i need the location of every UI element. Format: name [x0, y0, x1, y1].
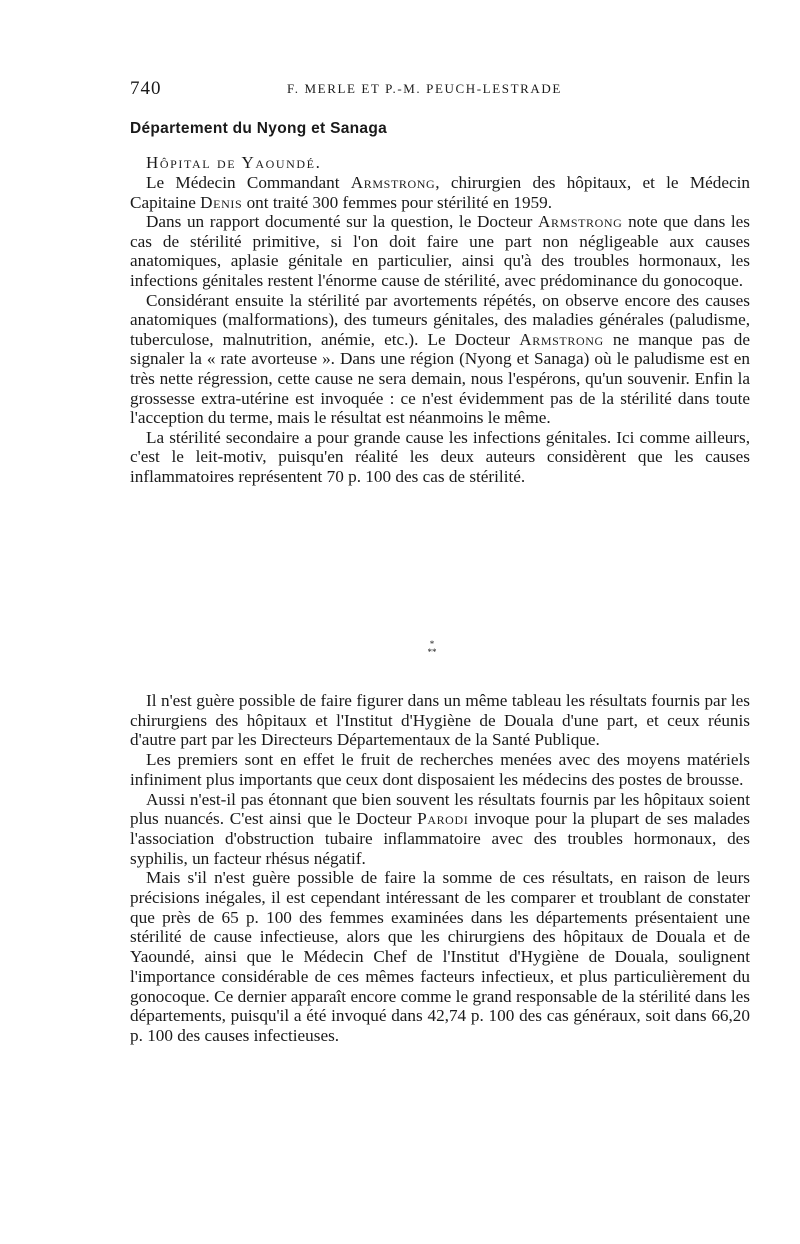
author-name: Armstrong [350, 173, 436, 192]
paragraph: Considérant ensuite la stérilité par avortements répétés, on observe encore des causes anatomiques (malformations), des tumeurs génitales, des maladies générales (paludisme, tuberculose, malnutrition, anémie, etc.). Le Docteur Armstrong ne manque pas de signaler la « rate avorteuse ». Dans une région (Nyong et Sanaga) où le paludisme est en très nette régression, cette cause ne sera demain, nous l'espérons, qu'un souvenir. Enfin la grossesse extra-utérine est invoquée : ce n'est évidemment pas de la stérilité dans toute l'acception du terme, mais le résultat est néanmoins le même. [130, 290, 751, 428]
paragraph: Mais s'il n'est guère possible de faire la somme de ces résultats, en raison de leurs précisions inégales, il est cependant intéressant de les comparer et troublant de constater que près de 65 p. 100 des femmes examinées dans les départements présentaient une stérilité de cause infectieuse, alors que les chirurgiens des hôpitaux de Douala et de Yaoundé, ainsi que le Médecin Chef de l'Institut d'Hygiène de Douala, soulignent l'importance considérable de ces mêmes facteurs infectieux, et plus particulièrement du gonocoque. Ce dernier apparaît encore comme le grand responsable de la stérilité dans les départements, puisqu'il a été invoqué dans 42,74 p. 100 des cas généraux, soit dans 66,20 p. 100 des causes infectieuses. [130, 868, 750, 1045]
paragraph: La stérilité secondaire a pour grande cause les infections génitales. Ici comme ailleurs, c'est le leit-motiv, puisqu'en réalité les deux auteurs considèrent que les causes inflammatoires représentent 70 p. 100 des cas de stérilité. [130, 427, 750, 486]
hospital-heading: Hôpital de Yaoundé. [146, 153, 322, 172]
author-name: Parodi [417, 809, 469, 829]
author-name: Armstrong [537, 212, 623, 232]
running-title: F. MERLE ET P.-M. PEUCH-LESTRADE [287, 81, 562, 96]
paragraph: Il n'est guère possible de faire figurer dans un même tableau les résultats fournis par les chirurgiens des hôpitaux et l'Institut d'Hygiène de Douala d'une part, et ceux réunis d'autre part par les Directeurs Départementaux de la Santé Publique. [130, 691, 750, 750]
asterism-divider: * ** [427, 639, 437, 657]
author-name: Armstrong [519, 329, 604, 349]
bottom-text-block [130, 691, 750, 1046]
author-name: Denis [200, 192, 243, 212]
paragraph: Les premiers sont en effet le fruit de recherches menées avec des moyens matériels infiniment plus importants que ceux dont disposaient les médecins des postes de brousse. [130, 750, 750, 789]
section-title: Département du Nyong et Sanaga [130, 120, 388, 137]
paragraph: Dans un rapport documenté sur la question, le Docteur Armstrong note que dans les cas de stérilité primitive, si l'on doit faire une part non négligeable aux causes anatomiques, aplasie génitale en particulier, ainsi qu'à des troubles hormonaux, les infections génitales restent l'énorme cause de stérilité, avec prédominance du gonocoque. [130, 212, 750, 290]
paragraph: Le Médecin Commandant Armstrong, chirurgien des hôpitaux, et le Médecin Capitaine Denis ont traité 300 femmes pour stérilité en 1959. [130, 173, 750, 212]
paragraph: Aussi n'est-il pas étonnant que bien souvent les résultats fournis par les hôpitaux soient plus nuancés. C'est ainsi que le Docteur Parodi invoque pour la plupart de ses malades l'association d'obstruction tubaire inflammatoire avec des troubles hormonaux, des syphilis, un facteur rhésus négatif. [130, 789, 750, 868]
top-text-block [130, 173, 750, 487]
page-number: 740 [130, 78, 162, 99]
